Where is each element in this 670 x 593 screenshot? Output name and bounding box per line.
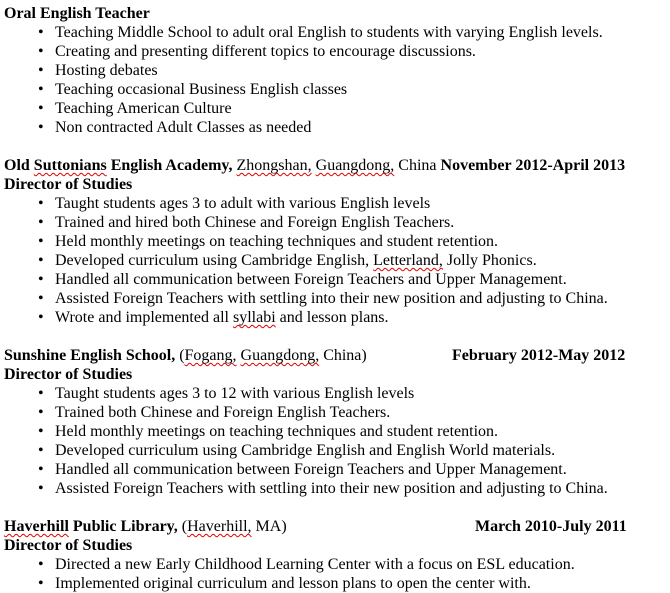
misspelled-word: Suttonians [33, 157, 107, 174]
bullet-text: Handled all communication between Foreign Teachers and Upper Management. [55, 461, 567, 478]
date-range: February 2012-May 2012 [452, 347, 626, 364]
misspelled-word: Fogang, [184, 347, 237, 364]
bullet-item [4, 479, 666, 498]
blank-line [4, 137, 666, 156]
bullet-text: Held monthly meetings on teaching techniques and student retention. [55, 233, 499, 250]
bullet-item [4, 99, 666, 118]
bullet-item [4, 308, 666, 327]
employer-name: Old [4, 157, 34, 174]
bullet-text: Assisted Foreign Teachers with settling into their new position and adjusting to China. [55, 480, 608, 497]
bullet-item [4, 270, 666, 289]
employer-heading [4, 517, 666, 536]
bullet-item [4, 118, 666, 137]
misspelled-word: Guangdong, [315, 157, 395, 174]
bullet-item [4, 213, 666, 232]
misspelled-word: syllabi [232, 309, 276, 326]
location: China) [319, 347, 367, 364]
employer-name: English Academy, [106, 157, 237, 174]
location: MA) [251, 518, 287, 535]
bullet-text: Wrote and implemented all [55, 309, 233, 326]
bullet-text: Non contracted Adult Classes as needed [55, 119, 312, 136]
bullet-item [4, 194, 666, 213]
bullet-text: Taught students ages 3 to adult with various English levels [55, 195, 431, 212]
misspelled-word: Haverhill, [187, 518, 252, 535]
misspelled-word: Zhongshan, [236, 157, 312, 174]
bullet-text: Jolly Phonics. [442, 252, 537, 269]
date-range: March 2010-July 2011 [475, 518, 627, 535]
bullet-text: Trained and hired both Chinese and Foreign English Teachers. [55, 214, 455, 231]
bullet-item [4, 574, 666, 593]
misspelled-word: Guangdong, [240, 347, 320, 364]
bullet-item [4, 555, 666, 574]
employer-heading [4, 346, 666, 365]
bullet-item [4, 80, 666, 99]
misspelled-word: Haverhill [4, 518, 69, 535]
bullet-text: Developed curriculum using Cambridge English and English World materials. [55, 442, 556, 459]
bullet-item [4, 460, 666, 479]
role-title: Director of Studies [4, 366, 133, 383]
bullet-item [4, 232, 666, 251]
location: ( [181, 518, 188, 535]
employer-name: Public Library, [68, 518, 182, 535]
bullet-text: Implemented original curriculum and lesson plans to open the center with. [55, 575, 531, 592]
employer-heading [4, 156, 666, 175]
bullet-text: Directed a new Early Childhood Learning Center with a focus on ESL education. [55, 556, 575, 573]
bullet-item [4, 23, 666, 42]
bullet-text: Teaching American Culture [55, 100, 232, 117]
bullet-text: Assisted Foreign Teachers with settling into their new position and adjusting to China. [55, 290, 608, 307]
bullet-item [4, 251, 666, 270]
bullet-item [4, 441, 666, 460]
bullet-item [4, 289, 666, 308]
bullet-text: Creating and presenting different topics to encourage discussions. [55, 43, 476, 60]
bullet-item [4, 422, 666, 441]
bullet-text: Taught students ages 3 to 12 with various English levels [55, 385, 415, 402]
bullet-text: Held monthly meetings on teaching techniques and student retention. [55, 423, 499, 440]
blank-line [4, 327, 666, 346]
job-title: Oral English Teacher [4, 5, 150, 22]
bullet-item [4, 403, 666, 422]
bullet-text: Handled all communication between Foreign Teachers and Upper Management. [55, 271, 567, 288]
employer-name: Sunshine English School, [4, 347, 180, 364]
bullet-text: Hosting debates [55, 62, 158, 79]
bullet-text: Teaching Middle School to adult oral English to students with varying English levels. [55, 24, 603, 41]
location: China [394, 157, 441, 174]
misspelled-word: Letterland, [373, 252, 443, 269]
date-range: November 2012-April 2013 [440, 157, 626, 174]
bullet-text: Developed curriculum using Cambridge English, [55, 252, 374, 269]
bullet-text: Teaching occasional Business English classes [55, 81, 348, 98]
bullet-text: Trained both Chinese and Foreign English Teachers. [55, 404, 391, 421]
bullet-text: and lesson plans. [275, 309, 389, 326]
location: ( [179, 347, 185, 364]
bullet-item [4, 42, 666, 61]
bullet-item [4, 61, 666, 80]
bullet-item [4, 384, 666, 403]
role-title: Director of Studies [4, 176, 133, 193]
blank-line [4, 498, 666, 517]
role-title: Director of Studies [4, 537, 133, 554]
